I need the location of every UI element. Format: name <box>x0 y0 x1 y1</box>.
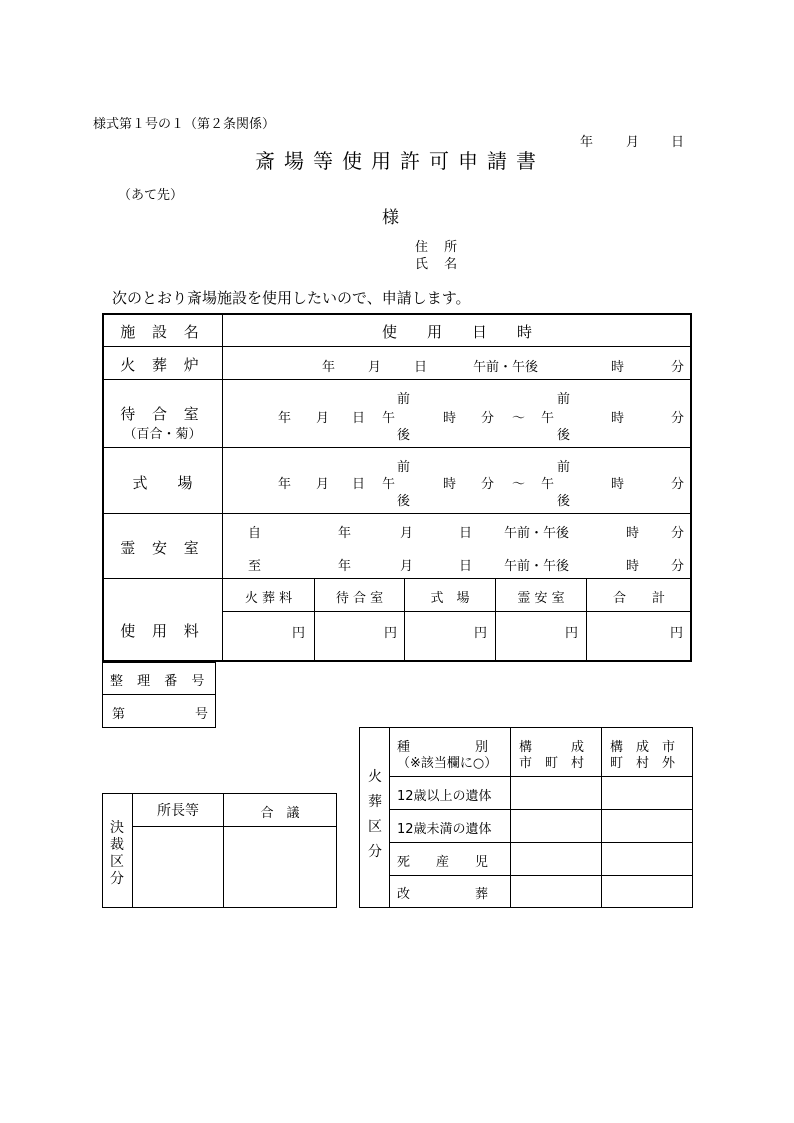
decision-col-director: 所長等 <box>157 803 199 819</box>
ref-number-label: 整 理 番 号 <box>110 674 210 689</box>
cremation-class-label: 火葬区分 <box>368 769 382 860</box>
mortuary-to-month: 月 <box>400 559 414 574</box>
type-header-top: 種 別 <box>397 740 489 755</box>
fee-header-mortuary: 霊 安 室 <box>517 591 565 606</box>
fee-unit-cremation: 円 <box>292 626 306 641</box>
row-waiting-label: 待 合 室 <box>120 405 205 423</box>
fee-unit-waiting: 円 <box>384 626 398 641</box>
cremation-month: 月 <box>368 360 382 375</box>
cremation-day: 日 <box>414 360 428 375</box>
col-datetime-header: 使 用 日 時 <box>381 323 532 341</box>
row-cremation-label: 火 葬 炉 <box>120 356 205 374</box>
mortuary-from-year: 年 <box>338 526 352 541</box>
type-header-bottom: （※該当欄に○） <box>397 756 498 771</box>
form-number: 様式第１号の１（第２条関係） <box>93 117 276 132</box>
mortuary-from-hour: 時 <box>626 526 640 541</box>
ceremony-hour2: 時 <box>611 477 625 492</box>
ceremony-minute: 分 <box>481 477 495 492</box>
ceremony-ato: 後 <box>397 494 411 509</box>
mortuary-to-hour: 時 <box>626 559 640 574</box>
cremation-year: 年 <box>322 360 336 375</box>
waiting-go: 午 <box>382 411 396 426</box>
waiting-tilde: ～ <box>512 411 526 426</box>
class-row-over12: 12歳以上の遺体 <box>397 789 492 804</box>
decision-col-consultation: 合 議 <box>260 806 300 821</box>
col-in-top: 構 成 <box>519 740 585 755</box>
ceremony-mae2: 前 <box>557 460 571 475</box>
ceremony-tilde: ～ <box>512 477 526 492</box>
ceremony-minute2: 分 <box>671 477 685 492</box>
ref-go: 号 <box>195 707 209 722</box>
date-day-label: 日 <box>671 135 685 150</box>
decision-label: 決裁区分 <box>110 820 124 887</box>
waiting-ato2: 後 <box>557 428 571 443</box>
fee-header-cremation: 火 葬 料 <box>244 591 293 606</box>
fee-header-ceremony: 式 場 <box>430 591 470 606</box>
mortuary-to-year: 年 <box>338 559 352 574</box>
row-waiting-sublabel: （百合・菊） <box>123 427 202 442</box>
col-out-bottom: 町 村 外 <box>610 756 676 771</box>
ceremony-month: 月 <box>316 477 330 492</box>
fee-unit-total: 円 <box>670 626 684 641</box>
fee-unit-mortuary: 円 <box>565 626 579 641</box>
mortuary-from-day: 日 <box>459 526 473 541</box>
row-mortuary-label: 霊 安 室 <box>120 539 205 557</box>
mortuary-from-month: 月 <box>400 526 414 541</box>
row-fee-label: 使 用 料 <box>120 622 205 640</box>
name-label: 氏 名 <box>415 257 464 272</box>
class-row-stillborn: 死 産 児 <box>397 855 489 870</box>
waiting-mae2: 前 <box>557 392 571 407</box>
class-row-under12: 12歳未満の遺体 <box>397 822 492 837</box>
waiting-day: 日 <box>352 411 366 426</box>
fee-header-total: 合 計 <box>612 591 665 606</box>
col-out-top: 構 成 市 <box>610 740 676 755</box>
fee-unit-ceremony: 円 <box>474 626 488 641</box>
waiting-month: 月 <box>316 411 330 426</box>
mortuary-to: 至 <box>248 559 262 574</box>
row-ceremony-label: 式 場 <box>132 474 193 492</box>
addressee-label: （あて先） <box>118 188 184 203</box>
ceremony-go: 午 <box>382 477 396 492</box>
col-facility-header: 施 設 名 <box>120 323 205 341</box>
mortuary-to-day: 日 <box>459 559 473 574</box>
mortuary-from-ampm: 午前・午後 <box>504 526 570 541</box>
waiting-mae: 前 <box>397 392 411 407</box>
fee-header-waiting: 待 合 室 <box>335 591 384 606</box>
ceremony-day: 日 <box>352 477 366 492</box>
ceremony-year: 年 <box>278 477 292 492</box>
intro-text: 次のとおり斎場施設を使用したいので、申請します。 <box>112 289 471 307</box>
ceremony-hour: 時 <box>443 477 457 492</box>
waiting-ato: 後 <box>397 428 411 443</box>
cremation-ampm: 午前・午後 <box>473 360 539 375</box>
col-in-bottom: 市 町 村 <box>519 756 585 771</box>
waiting-hour: 時 <box>443 411 457 426</box>
mortuary-to-minute: 分 <box>671 559 685 574</box>
date-year-label: 年 <box>580 135 594 150</box>
cremation-minute: 分 <box>671 360 685 375</box>
waiting-minute2: 分 <box>671 411 685 426</box>
cremation-hour: 時 <box>611 360 625 375</box>
waiting-minute: 分 <box>481 411 495 426</box>
ref-dai: 第 <box>112 707 126 722</box>
ceremony-mae: 前 <box>397 460 411 475</box>
mortuary-from: 自 <box>248 526 262 541</box>
honorific-sama: 様 <box>382 208 399 228</box>
address-label: 住 所 <box>415 240 464 255</box>
date-month-label: 月 <box>626 135 640 150</box>
class-row-reburial: 改 葬 <box>397 887 489 902</box>
page-title: 斎場等使用許可申請書 <box>255 149 545 173</box>
waiting-hour2: 時 <box>611 411 625 426</box>
waiting-go2: 午 <box>541 411 555 426</box>
ceremony-go2: 午 <box>541 477 555 492</box>
mortuary-from-minute: 分 <box>671 526 685 541</box>
ceremony-ato2: 後 <box>557 494 571 509</box>
mortuary-to-ampm: 午前・午後 <box>504 559 570 574</box>
waiting-year: 年 <box>278 411 292 426</box>
